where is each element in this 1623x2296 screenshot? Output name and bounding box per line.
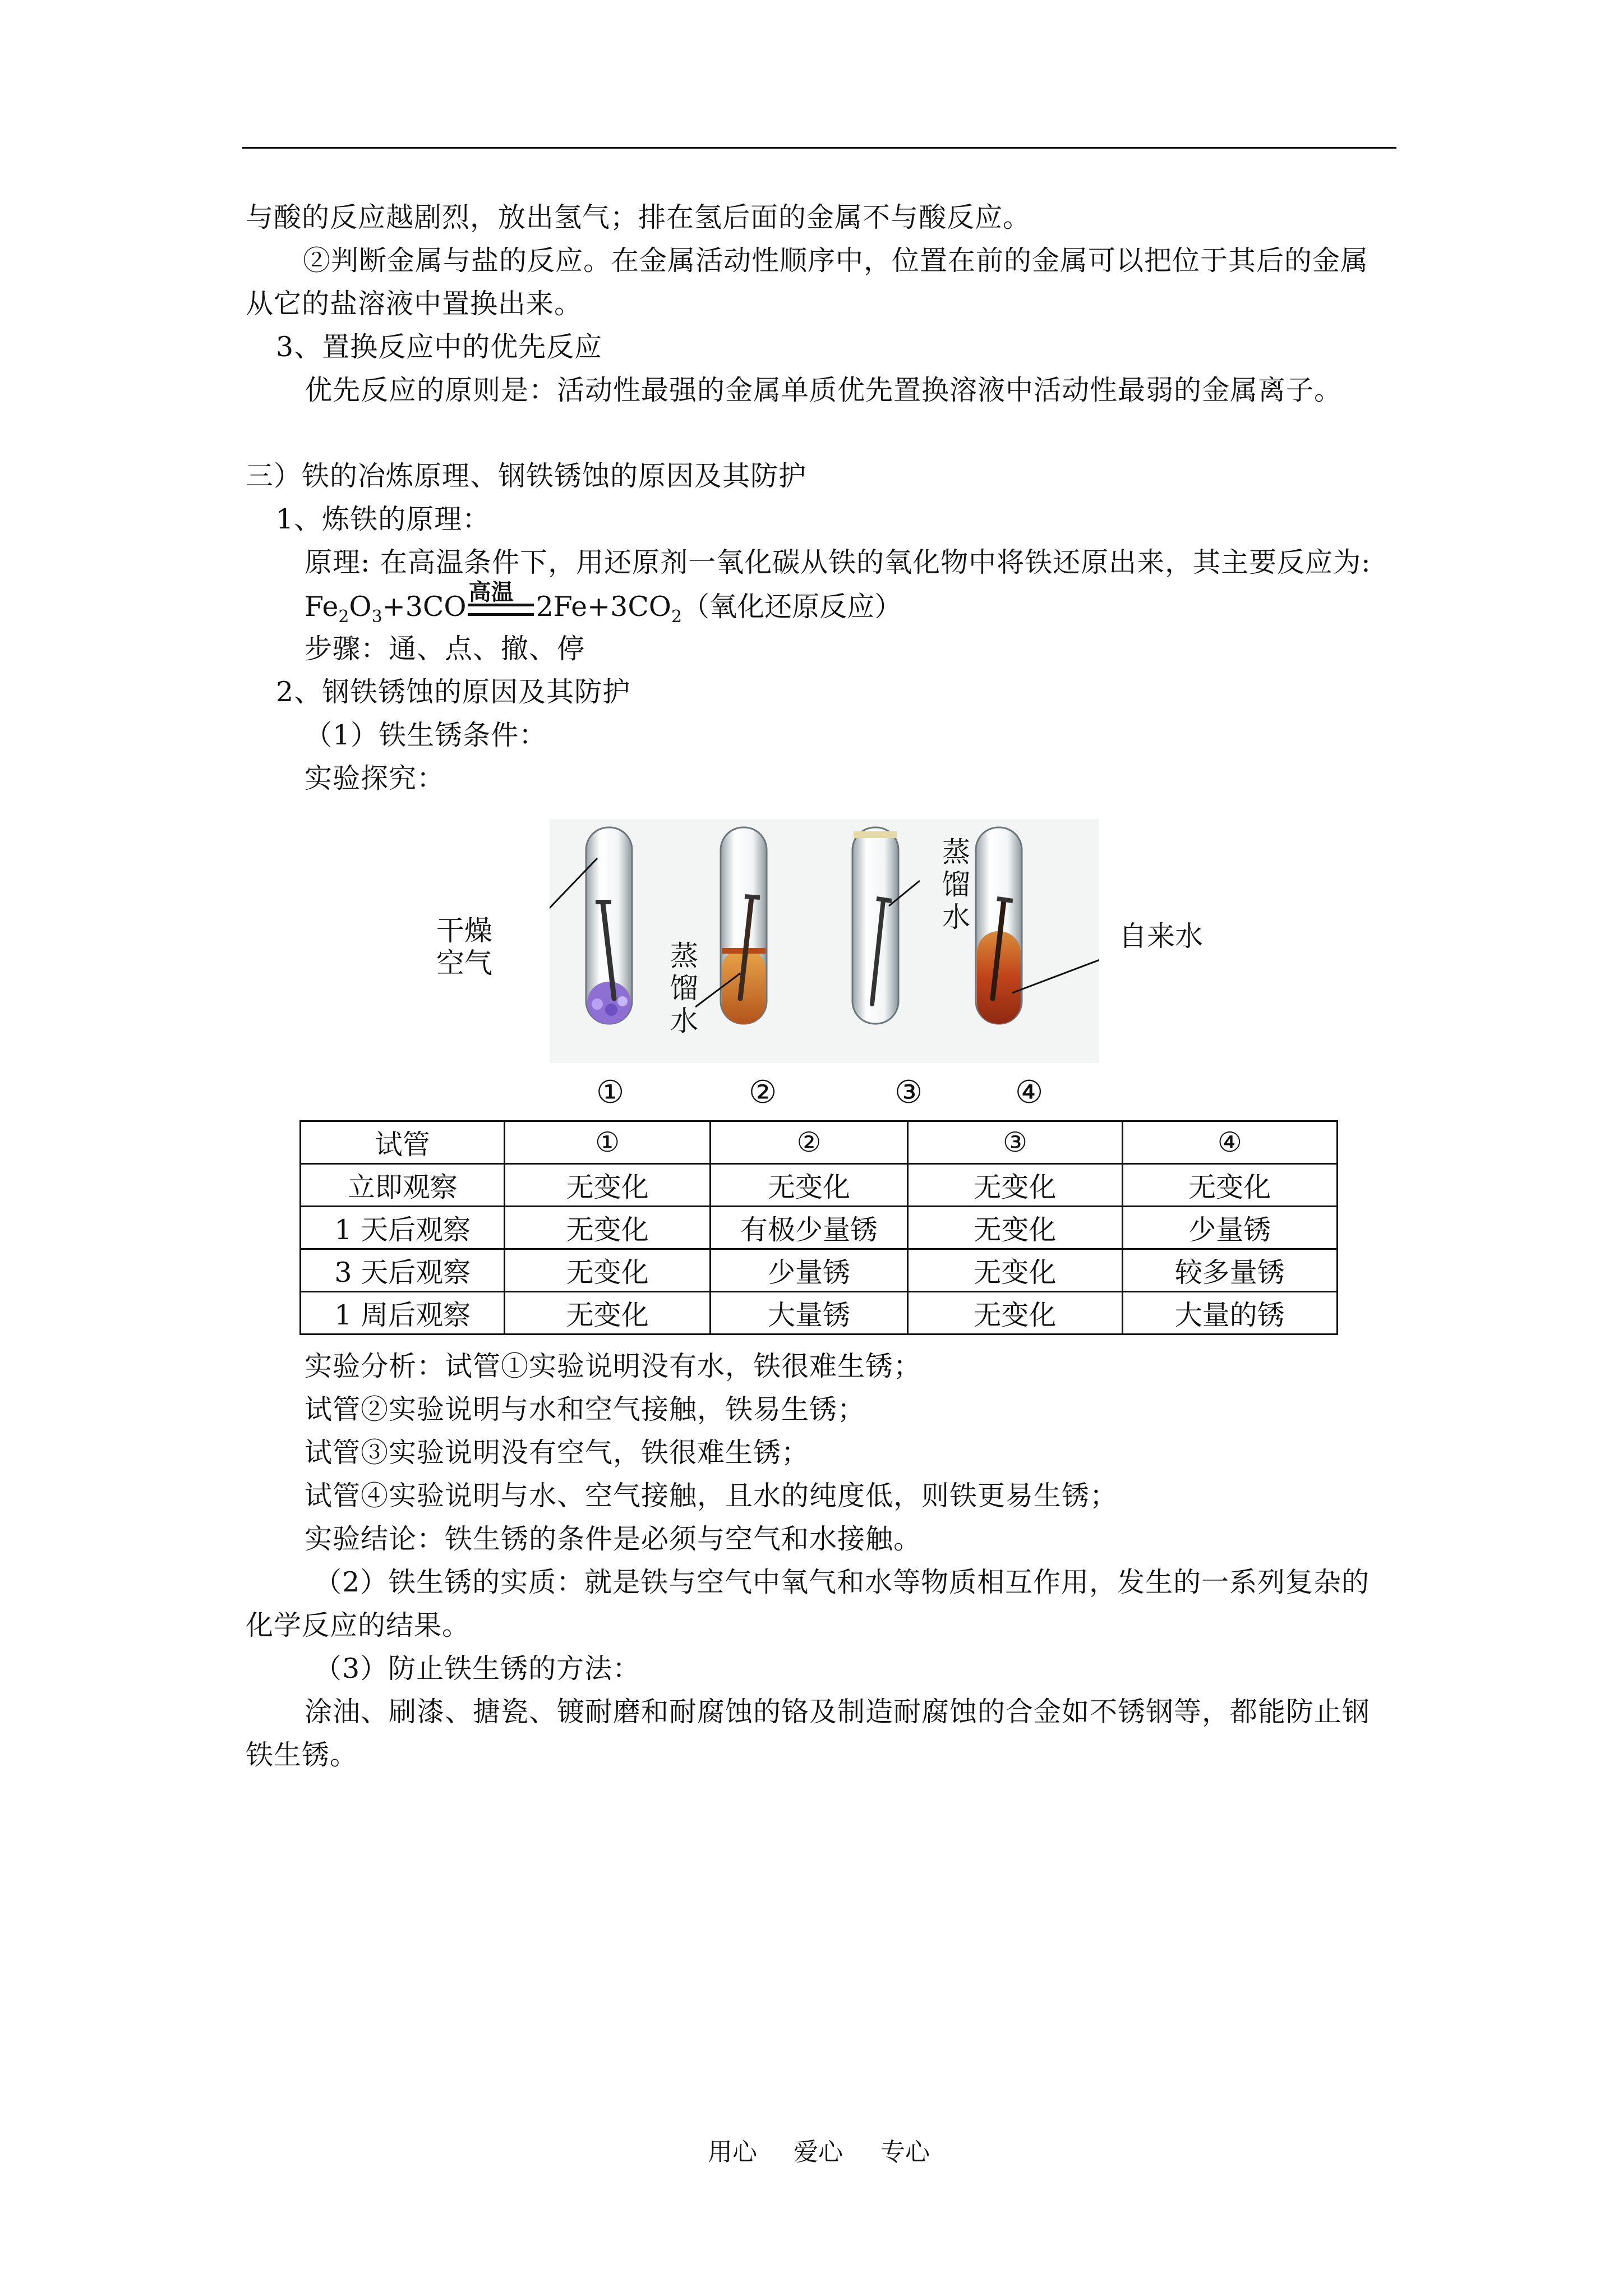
table-cell: 无变化	[505, 1164, 710, 1207]
table-cell: 大量的锈	[1122, 1292, 1337, 1335]
table-header-cell: 试管	[301, 1121, 505, 1164]
chemical-equation	[305, 579, 902, 627]
table-header-cell: ①	[505, 1121, 710, 1164]
label-distilled-water-3: 蒸 馏 水	[942, 836, 970, 933]
text-line-analysis-2: 试管②实验说明与水和空气接触，铁易生锈；	[305, 1393, 866, 1425]
eq-reactant-co: +3CO	[382, 591, 467, 623]
table-cell: 无变化	[505, 1249, 710, 1292]
table-cell: 1 周后观察	[301, 1292, 505, 1335]
table-cell: 无变化	[908, 1207, 1122, 1249]
eq-condition-arrow	[468, 579, 535, 620]
table-header-cell: ④	[1122, 1121, 1337, 1164]
heading-rust-prevention: （3）防止铁生锈的方法：	[314, 1653, 641, 1685]
eq-note: （氧化还原反应）	[682, 591, 902, 623]
heading-priority-reaction: 3、置换反应中的优先反应	[276, 331, 603, 363]
tube-number-1: ①	[596, 1074, 625, 1111]
tube-number-2: ②	[749, 1074, 777, 1111]
text-line-salt-reaction: ②判断金属与盐的反应。在金属活动性顺序中，位置在前的金属可以把位于其后的金属	[303, 245, 1369, 277]
table-cell: 少量锈	[710, 1249, 907, 1292]
label-distilled-water-2: 蒸 馏 水	[670, 940, 698, 1037]
eq-double-bar	[468, 604, 534, 616]
table-cell: 无变化	[908, 1249, 1122, 1292]
test-tube-1	[586, 827, 632, 1024]
table-row	[301, 1249, 1338, 1292]
table-cell: 大量锈	[710, 1292, 907, 1335]
table-cell: 无变化	[908, 1292, 1122, 1335]
table-cell: 3 天后观察	[301, 1249, 505, 1292]
table-header-cell: ③	[908, 1121, 1122, 1164]
eq-sub-2: 2	[338, 606, 349, 627]
heading-rust-conditions: （1）铁生锈条件：	[305, 719, 547, 751]
text-line-analysis-4: 试管④实验说明与水、空气接触，且水的纯度低，则铁更易生锈；	[305, 1480, 1118, 1512]
section-heading-iron: 三）铁的冶炼原理、钢铁锈蚀的原因及其防护	[246, 460, 807, 492]
eq-sub-3: 3	[371, 606, 382, 627]
table-cell: 有极少量锈	[710, 1207, 907, 1249]
text-line-rust-essence-cont: 化学反应的结果。	[246, 1609, 471, 1641]
table-cell: 无变化	[908, 1164, 1122, 1207]
header-rule	[242, 147, 1396, 149]
text-line-acid-reaction: 与酸的反应越剧烈，放出氢气；排在氢后面的金属不与酸反应。	[246, 201, 1031, 233]
label-tap-water: 自来水	[1119, 920, 1203, 953]
text-line-experiment: 实验探究：	[305, 762, 445, 794]
table-row	[301, 1207, 1338, 1249]
table-row	[301, 1292, 1338, 1335]
text-line-steps: 步骤：通、点、撤、停	[305, 633, 585, 665]
table-cell: 立即观察	[301, 1164, 505, 1207]
table-cell: 1 天后观察	[301, 1207, 505, 1249]
tube-number-4: ④	[1015, 1074, 1044, 1111]
text-line-analysis-3: 试管③实验说明没有空气，铁很难生锈；	[305, 1437, 810, 1469]
text-line-prevention-cont: 铁生锈。	[246, 1739, 358, 1771]
text-line-smelting-principle: 原理: 在高温条件下，用还原剂一氧化碳从铁的氧化物中将铁还原出来，其主要反应为:	[305, 546, 1371, 578]
text-line-prevention: 涂油、刷漆、搪瓷、镀耐磨和耐腐蚀的铬及制造耐腐蚀的合金如不锈钢等，都能防止钢	[305, 1696, 1371, 1728]
text-line-conclusion: 实验结论：铁生锈的条件是必须与空气和水接触。	[305, 1523, 922, 1555]
test-tube-3	[852, 827, 898, 1024]
text-line-salt-reaction-cont: 从它的盐溶液中置换出来。	[246, 288, 583, 320]
footer-text-3: 专心	[880, 2138, 930, 2166]
eq-sub-co2: 2	[671, 606, 683, 627]
footer-text-1: 用心	[708, 2138, 757, 2166]
eq-product: 2Fe+3CO	[536, 591, 671, 623]
table-cell: 无变化	[505, 1292, 710, 1335]
eq-reactant-o: O	[349, 591, 372, 623]
eq-condition-text: 高温	[468, 579, 514, 605]
table-cell: 无变化	[1122, 1164, 1337, 1207]
test-tube-2	[721, 827, 767, 1024]
table-header-row	[301, 1121, 1338, 1164]
observation-table	[299, 1120, 1338, 1335]
footer-text-2: 爱心	[794, 2138, 843, 2166]
table-header-cell: ②	[710, 1121, 907, 1164]
text-line-analysis-1: 实验分析：试管①实验说明没有水，铁很难生锈；	[305, 1350, 922, 1382]
table-cell: 无变化	[505, 1207, 710, 1249]
label-dry-air: 干燥 空气	[436, 914, 492, 979]
table-row	[301, 1164, 1338, 1207]
table-cell: 无变化	[710, 1164, 907, 1207]
tube-number-3: ③	[895, 1074, 923, 1111]
table-cell: 少量锈	[1122, 1207, 1337, 1249]
text-line-rust-essence: （2）铁生锈的实质：就是铁与空气中氧气和水等物质相互作用，发生的一系列复杂的	[314, 1566, 1370, 1598]
text-line-priority-principle: 优先反应的原则是：活动性最强的金属单质优先置换溶液中活动性最弱的金属离子。	[305, 374, 1343, 406]
heading-rust-causes: 2、钢铁锈蚀的原因及其防护	[276, 676, 631, 708]
test-tube-figure	[550, 819, 1099, 1063]
table-cell: 较多量锈	[1122, 1249, 1337, 1292]
test-tube-4	[976, 827, 1022, 1024]
heading-smelting-principle: 1、炼铁的原理：	[276, 503, 491, 535]
eq-reactant-fe: Fe	[305, 591, 339, 623]
